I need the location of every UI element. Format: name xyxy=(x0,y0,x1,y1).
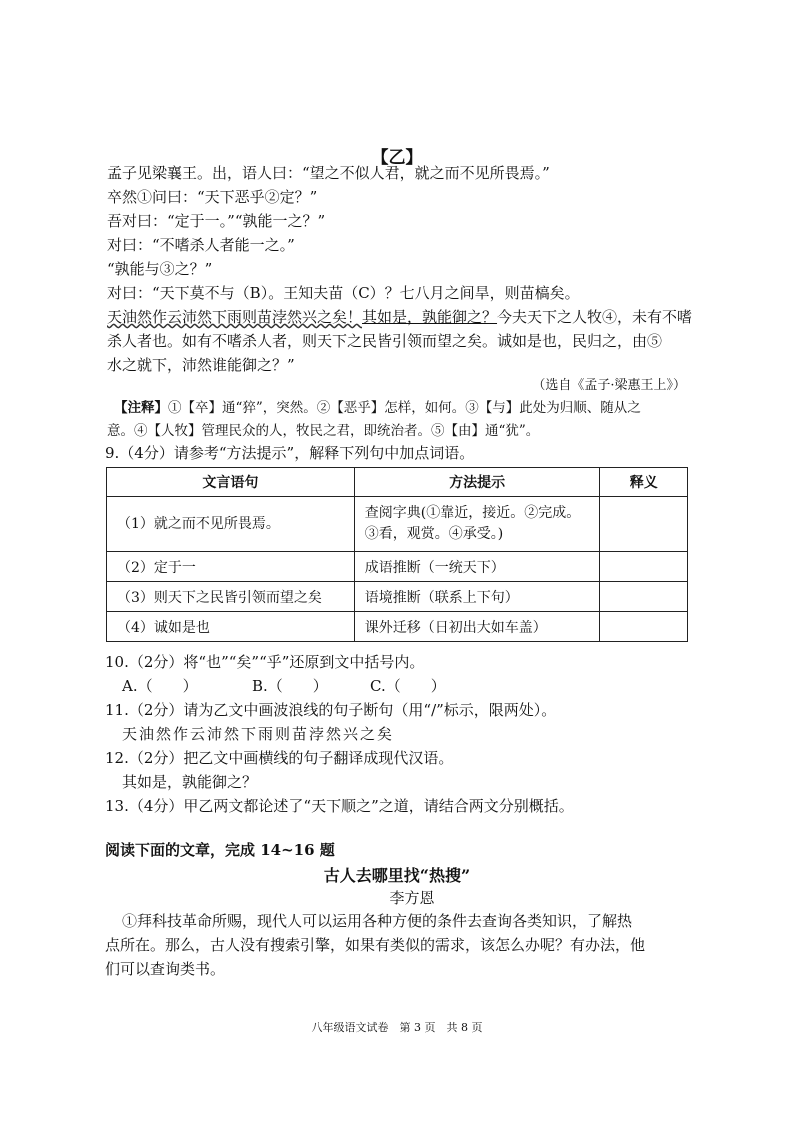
notes-line-1 xyxy=(114,398,641,418)
row2-hint: 成语推断（一统天下） xyxy=(354,552,600,582)
q11-sentence: 天油然作云沛然下雨则苗浡然兴之矣 xyxy=(122,725,395,743)
row1-sentence: （1）就之而不见所畏焉。 xyxy=(107,497,355,552)
article-title: 古人去哪里找“热搜” xyxy=(323,866,471,885)
q9-stem: 9.（4分）请参考“方法提示”，解释下列句中加点词语。 xyxy=(105,444,475,462)
row3-hint: 语境推断（联系上下句） xyxy=(354,582,600,612)
passage-line-5: “孰能与③之？” xyxy=(107,260,213,278)
article-para1-line2: 点所在。那么，古人没有搜索引擎，如果有类似的需求，该怎么办呢？有办法，他 xyxy=(105,936,646,954)
q13-stem: 13.（4分）甲乙两文都论述了“天下顺之”之道，请结合两文分别概括。 xyxy=(105,797,574,815)
table-row xyxy=(107,552,688,582)
q9-table xyxy=(106,467,688,642)
table-header-sentence: 文言语句 xyxy=(107,468,355,497)
q10-option-c[interactable]: C.（ ） xyxy=(370,677,446,695)
passage-line-7 xyxy=(107,307,692,327)
article-para1-line3: 们可以查询类书。 xyxy=(105,960,226,978)
table-header-hint: 方法提示 xyxy=(354,468,600,497)
row4-answer-cell[interactable] xyxy=(600,612,688,642)
q11-stem: 11.（2分）请为乙文中画波浪线的句子断句（用“/”标示，限两处）。 xyxy=(105,701,557,719)
passage-source: （选自《孟子·梁惠王上》） xyxy=(532,378,686,393)
notes-line-2: 意。④【人牧】管理民众的人，牧民之君，即统治者。⑤【由】通“犹”。 xyxy=(107,423,540,439)
row2-answer-cell[interactable] xyxy=(600,552,688,582)
passage-line-7-rest: 今夫天下之人牧④，未有不嗜 xyxy=(497,308,693,326)
passage-line-1: 孟子见梁襄王。出，语人曰：“望之不似人君，就之而不见所畏焉。” xyxy=(107,164,550,182)
table-row xyxy=(107,582,688,612)
wavy-underlined-sentence-display: 天油然作云沛然下雨则苗浡然兴之矣！ xyxy=(107,308,363,326)
row1-hint-line1: 查阅字典(①靠近，接近。②完成。 xyxy=(364,505,581,521)
table-header-answer: 释义 xyxy=(600,468,688,497)
passage-line-6-text: 对曰：“天下莫不与（B）。王知夫苗（C）？七八月之间旱，则苗槁矣。 xyxy=(107,284,580,302)
row1-answer-cell[interactable] xyxy=(600,497,688,552)
notes-label: 【注释】 xyxy=(114,400,168,416)
row3-answer-cell[interactable] xyxy=(600,582,688,612)
table-row xyxy=(107,497,688,552)
article-para1-line1: ①拜科技革命所赐，现代人可以运用各种方便的条件去查询各类知识，了解热 xyxy=(122,912,633,930)
reading-instruction: 阅读下面的文章，完成 14~16 题 xyxy=(105,841,335,859)
row2-sentence: （2）定于一 xyxy=(107,552,355,582)
q10-stem: 10.（2分）将“也”“矣”“乎”还原到文中括号内。 xyxy=(105,653,425,671)
row3-sentence: （3）则天下之民皆引领而望之矣 xyxy=(107,582,355,612)
passage-line-6 xyxy=(107,283,580,303)
straight-underlined-sentence: 其如是，孰能御之？ xyxy=(362,308,498,326)
row1-hint xyxy=(354,497,600,552)
row1-hint-line2: ③看，观赏。④承受。) xyxy=(364,526,504,542)
passage-line-3: 吾对曰：“定于一。”“孰能一之？” xyxy=(107,212,326,230)
table-row xyxy=(107,612,688,642)
row4-sentence: （4）诚如是也 xyxy=(107,612,355,642)
q10-option-a[interactable]: A.（ ） xyxy=(122,677,198,695)
passage-line-8: 杀人者也。如有不嗜杀人者，则天下之民皆引领而望之矣。诚如是也，民归之，由⑤ xyxy=(107,332,663,350)
notes-text-1: ①【卒】通“猝”，突然。②【恶乎】怎样，如何。③【与】此处为归顺、随从之 xyxy=(168,400,641,416)
article-author: 李方恩 xyxy=(389,889,435,907)
q12-sentence: 其如是，孰能御之？ xyxy=(122,773,258,791)
passage-line-4: 对曰：“不嗜杀人者能一之。” xyxy=(107,236,295,254)
passage-line-2: 卒然①问曰：“天下恶乎②定？” xyxy=(107,188,318,206)
q10-option-b[interactable]: B.（ ） xyxy=(252,677,328,695)
passage-line-9: 水之就下，沛然谁能御之？” xyxy=(107,356,295,374)
q12-stem: 12.（2分）把乙文中画横线的句子翻译成现代汉语。 xyxy=(105,749,454,767)
row4-hint: 课外迁移（日初出大如车盖） xyxy=(354,612,600,642)
page-footer: 八年级语文试卷 第 3 页 共 8 页 xyxy=(311,1021,483,1034)
section-title: 【乙】 xyxy=(371,148,423,168)
